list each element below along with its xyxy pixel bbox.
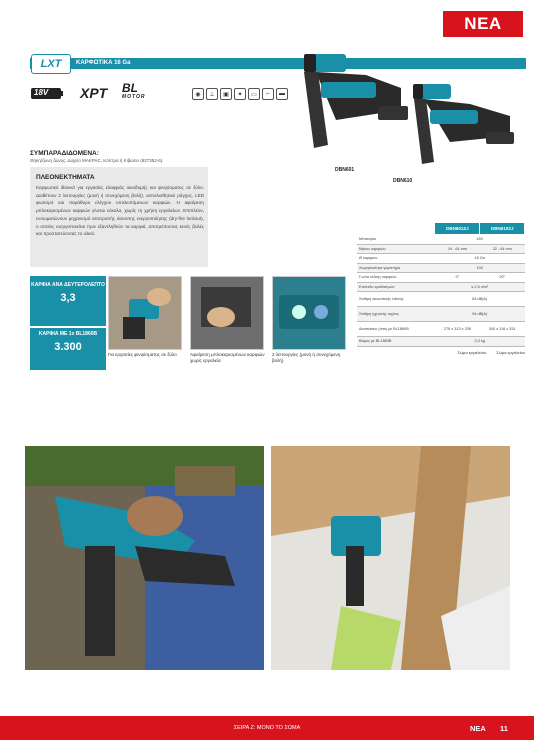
lock-icon: ▣ bbox=[220, 88, 232, 100]
table-row: Διαστάσεις (mm) με BL1860B 276 x 313 x 339 300 x 116 x 331 bbox=[357, 322, 525, 337]
caption-modes: 2 λειτουργίες (μονή ή συνεχόμενη βολή) bbox=[272, 352, 341, 363]
page-number: 11 bbox=[500, 723, 508, 733]
supplied-text: Θήκη/ζώνη ζώνης, Δοχείο MAKPAC, Κόπτρα ή Κιβώτιο (827352-6). bbox=[30, 158, 164, 163]
table-row: Μπαταρία 18V bbox=[357, 235, 525, 245]
battery-small-icon: ▬ bbox=[276, 88, 288, 100]
stat-label: ΚΑΡΦΙΑ ΑΝΑ ΔΕΥΤΕΡΟΛΕΠΤΟ bbox=[31, 282, 105, 288]
product-label-dbn601: DBN601 bbox=[335, 167, 355, 173]
table-row: Χωρητικότητα γεμιστήρα 100 bbox=[357, 263, 525, 273]
bl-motor-badge: BL MOTOR bbox=[122, 81, 146, 100]
table-row: Στάθμη ηχητικής ισχύος 94 dB(A) bbox=[357, 307, 525, 322]
mode-icon: ◉ bbox=[192, 88, 204, 100]
product-image-dbn610 bbox=[410, 82, 525, 177]
photo-worker-belt bbox=[25, 446, 264, 670]
spec-table bbox=[357, 222, 525, 355]
footer-series: ΣΕΙΡΑ Z: ΜΟΝΟ ΤΟ ΣΩΜΑ bbox=[233, 725, 301, 731]
spec-foot: Σώμα εργαλείου bbox=[457, 349, 487, 355]
product-image-dbn601 bbox=[296, 50, 416, 160]
caption-jam-clear: Αφαίρεση μπλοκαρισμένων καρφιών χωρίς εργαλεία bbox=[190, 352, 265, 363]
nail-icon: ⊥ bbox=[206, 88, 218, 100]
advantages-heading: ΠΛΕΟΝΕΚΤΗΜΑΤΑ bbox=[36, 174, 95, 181]
spec-col-dbn601zj: DBN601ZJ bbox=[435, 223, 480, 235]
led-icon: ✦ bbox=[234, 88, 246, 100]
stat-nails-per-second bbox=[30, 276, 106, 326]
table-row: Επίπεδο κραδασμών ≤ 2,5 m/s² bbox=[357, 282, 525, 292]
thumb-finishing bbox=[108, 276, 182, 350]
stat-value: 3.300 bbox=[54, 341, 82, 353]
table-row: Γωνία κλίσης καρφιών 0° 20° bbox=[357, 273, 525, 283]
stat-nails-per-battery bbox=[30, 328, 106, 370]
spec-foot: Σώμα εργαλείου bbox=[496, 349, 525, 355]
advantages-text: Καρφωτικό ιδανικό για εργασίες ελαφριάς οικοδομής και φινιρίσματος σε ξύλο. Διαθέτουν 2 λειτουργίες (μονή ή συνεχόμενη βολή), αντιολισθητικό ράγχος, LED φωτισμό και παράθυρο ελέγχου υπολειπόμενων καρφιών. Η αφαίρεση μπλοκαρισμένων καρφιών γίνεται εύκολα, χωρίς τη χρήση εργαλείων. Επιπλέον, ενσωματώνουν μηχανισμό αποτροπής άσκοπης ενεργοποίησης (dry-fire lockout), ο οποίος ενεργοποιείται πριν εξαντληθούν τα καρφιά, αποτρέποντας κενές βολές και προστατεύοντας το υλικό. bbox=[36, 185, 204, 237]
thumb-modes bbox=[272, 276, 346, 350]
xpt-badge: XPT bbox=[80, 85, 108, 101]
photo-ceiling-nailing bbox=[271, 446, 510, 670]
table-row: Ø καρφιών 16 Ga bbox=[357, 254, 525, 264]
caption-finishing: Για εργασίες φινιρίσματος σε ξύλο bbox=[108, 352, 177, 357]
supplied-heading: ΣΥΜΠΑΡΑΔΙΔΟΜΕΝΑ: bbox=[30, 150, 99, 157]
stat-value: 3,3 bbox=[60, 292, 76, 304]
product-label-dbn610: DBN610 bbox=[393, 178, 413, 184]
spec-col-dbn610zj: DBN610ZJ bbox=[480, 223, 525, 235]
new-tab: ΝΕΑ bbox=[443, 11, 523, 37]
thumb-jam-clear bbox=[190, 276, 264, 350]
table-row: Μήκος καρφιών 19 - 64 mm 32 - 64 mm bbox=[357, 244, 525, 254]
voltage-badge: 18V bbox=[30, 84, 64, 102]
footer-new: ΝΕΑ bbox=[470, 723, 486, 733]
table-row: Βάρος με BL1860B 3,3 kg bbox=[357, 337, 525, 347]
stat-label: ΚΑΡΦΙΑ ΜΕ 1x BL1860B bbox=[38, 331, 98, 337]
belt-hook-icon: ⌐ bbox=[262, 88, 274, 100]
table-row: Στάθμη ακουστικής πίεσης 83 dB(A) bbox=[357, 292, 525, 307]
feature-icons bbox=[192, 88, 288, 100]
window-icon: ▭ bbox=[248, 88, 260, 100]
lxt-logo: LXT bbox=[31, 54, 71, 74]
product-title: ΚΑΡΦΩΤΙΚΑ 16 Ga bbox=[76, 60, 131, 66]
